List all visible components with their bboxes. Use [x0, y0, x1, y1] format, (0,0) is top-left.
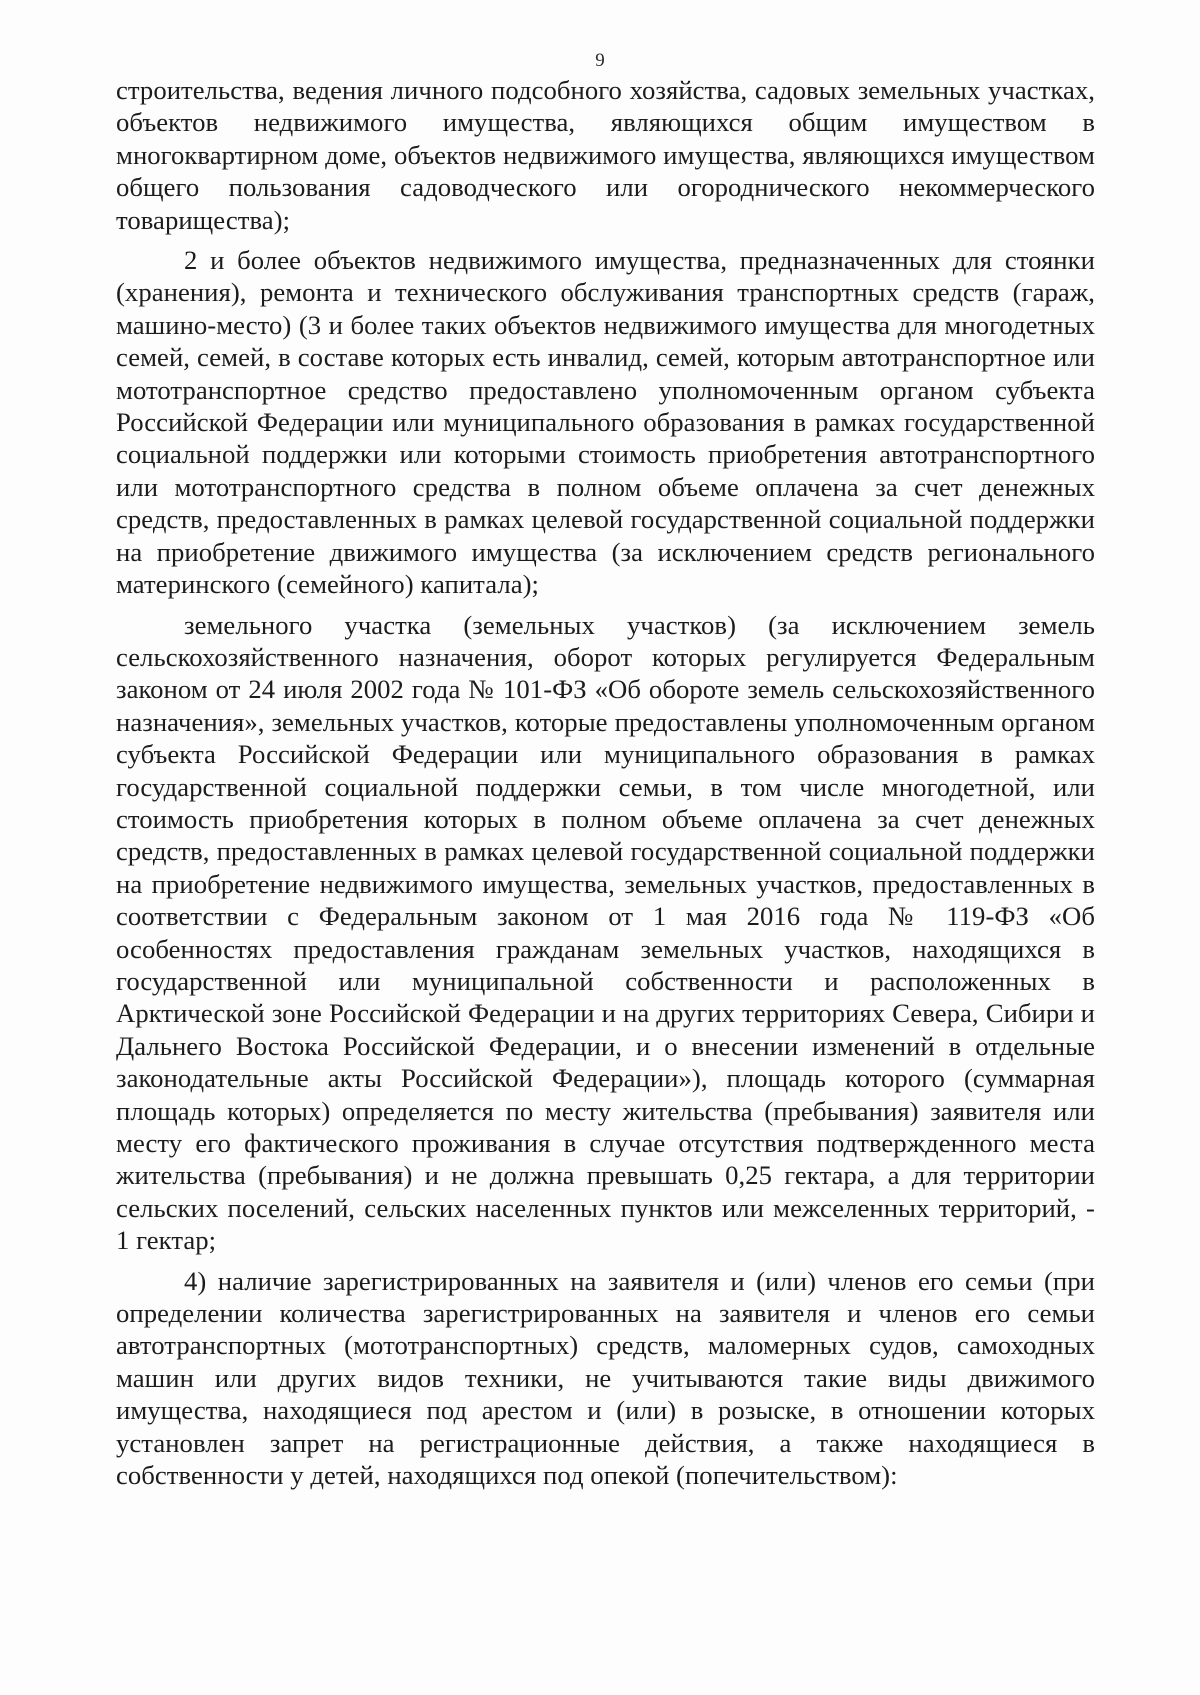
- paragraph-item-4: 4) наличие зарегистрированных на заявителя и (или) членов его семьи (при определении количества зарегистрированных на заявителя и членов его семьи автотранспортных (мототранспортных) средств, маломерных судов, самоходных машин или других видов техники, не учитываются такие виды движимого имущества, находящиеся под арестом и (или) в розыске, в отношении которых установлен запрет на регистрационные действия, а также находящиеся в собственности у детей, находящихся под опекой (попечительством):: [116, 1265, 1095, 1491]
- paragraph-land-plot: земельного участка (земельных участков) (за исключением земель сельскохозяйственного назначения, оборот которых регулируется Федеральным законом от 24 июля 2002 года № 101-ФЗ «Об обороте земель сельскохозяйственного назначения», земельных участков, которые предоставлены уполномоченным органом субъекта Российской Федерации или муниципального образования в рамках государственной социальной поддержки семьи, в том числе многодетной, или стоимость приобретения которых в полном объеме оплачена за счет денежных средств, предоставленных в рамках целевой государственной социальной поддержки на приобретение недвижимого имущества, земельных участков, предоставленных в соответствии с Федеральным законом от 1 мая 2016 года № 119-ФЗ «Об особенностях предоставления гражданам земельных участков, находящихся в государственной или муниципальной собственности и расположенных в Арктической зоне Российской Федерации и на других территориях Севера, Сибири и Дальнего Востока Российской Федерации, и о внесении изменений в отдельные законодательные акты Российской Федерации»), площадь которого (суммарная площадь которых) определяется по месту жительства (пребывания) заявителя или месту его фактического проживания в случае отсутствия подтвержденного места жительства (пребывания) и не должна превышать 0,25 гектара, а для территории сельских поселений, сельских населенных пунктов или межселенных территорий, - 1 гектар;: [116, 609, 1095, 1256]
- page-number: 9: [595, 50, 605, 71]
- document-body: [116, 74, 1095, 1499]
- paragraph-parking-objects: 2 и более объектов недвижимого имущества, предназначенных для стоянки (хранения), ремонта и технического обслуживания транспортных средств (гараж, машино-место) (3 и более таких объектов недвижимого имущества для многодетных семей, семей, в составе которых есть инвалид, семей, которым автотранспортное или мототранспортное средство предоставлено уполномоченным органом субъекта Российской Федерации или муниципального образования в рамках государственной социальной поддержки или которыми стоимость приобретения автотранспортного или мототранспортного средства в полном объеме оплачена за счет денежных средств, предоставленных в рамках целевой государственной социальной поддержки на приобретение движимого имущества (за исключением средств регионального материнского (семейного) капитала);: [116, 245, 1095, 600]
- paragraph-continued-list: строительства, ведения личного подсобного хозяйства, садовых земельных участках, объектов недвижимого имущества, являющихся общим имуществом в многоквартирном доме, объектов недвижимого имущества, являющихся имуществом общего пользования садоводческого или огороднического некоммерческого товарищества);: [116, 75, 1095, 235]
